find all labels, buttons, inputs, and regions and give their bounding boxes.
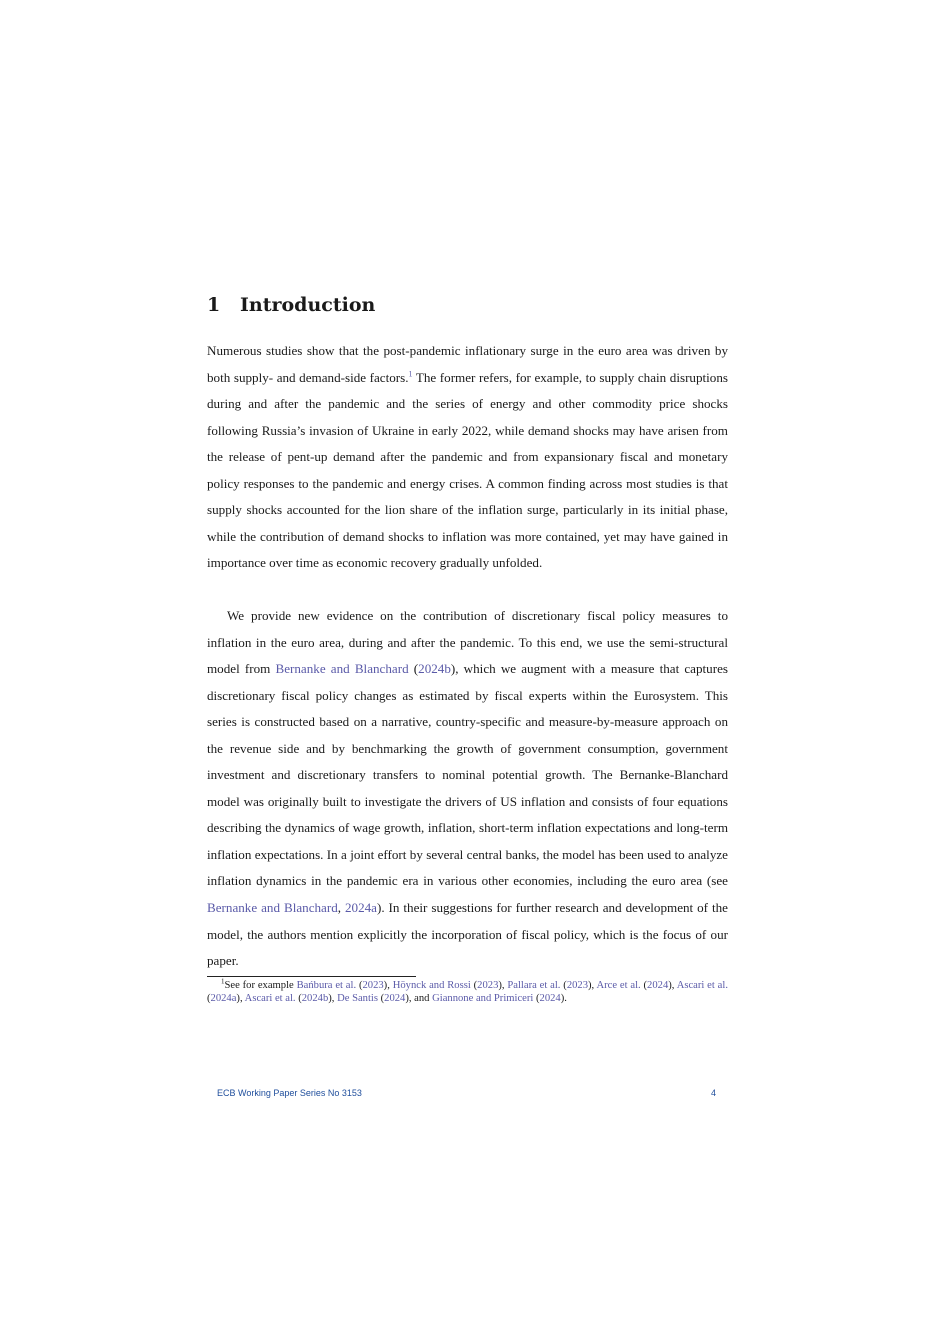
paragraph-text: We provide new evidence on the contribution of discretionary fiscal policy measures to inflation in the euro area, during and after the pandemic. To this end, we use the semi-structural model from [207, 608, 728, 677]
paren: ( [640, 980, 648, 991]
paren: ( [377, 993, 385, 1005]
paren: ( [560, 980, 567, 991]
separator: , [671, 980, 677, 991]
paragraph-text: Numerous studies show that the post-pandemic inflationary surge in the euro area was driven by both supply- and demand-side factors. [207, 343, 728, 385]
separator: . [564, 993, 567, 1005]
paren: ( [295, 993, 302, 1005]
paren: ) [405, 993, 409, 1005]
footnote-citation-link[interactable]: Ascari et al. [676, 980, 728, 991]
section-heading [207, 294, 375, 316]
intro-paragraph-1 [207, 338, 728, 577]
footnote-citation-year-link[interactable]: 2024b [301, 993, 329, 1005]
paren: ( [533, 993, 540, 1005]
footnote-citation-link[interactable]: Arce et al. [596, 980, 641, 991]
footnote-number: 1 [221, 977, 225, 986]
separator: , and [408, 993, 433, 1005]
intro-paragraph-2 [207, 603, 728, 975]
footnote-citation-link[interactable]: Höynck and Rossi [392, 980, 471, 991]
footnote-1 [207, 979, 728, 1006]
paren: ) [383, 980, 388, 991]
section-title: Introduction [240, 294, 376, 316]
citation-link[interactable]: Bernanke and Blanchard [275, 661, 409, 677]
footnote-citation-link[interactable]: Ascari et al. [244, 993, 296, 1005]
separator: , [387, 980, 393, 991]
paren: ( [207, 993, 211, 1005]
paren: ) [668, 980, 672, 991]
footnote-lead: See for example [224, 980, 297, 991]
separator: , [501, 980, 508, 991]
citation-year-link[interactable]: 2024b [418, 661, 451, 677]
footnote-citation-link[interactable]: Bańbura et al. [296, 980, 357, 991]
footnote-citation-year-link[interactable]: 2024 [647, 980, 669, 991]
separator: , [331, 993, 338, 1005]
footnote-citation-year-link[interactable]: 2024 [539, 993, 561, 1005]
paragraph-text: ). In their suggestions for further research and development of the model, the authors mention explicitly the incorporation of fiscal policy, which is the focus of our paper. [207, 900, 728, 969]
paragraph-text: , which we augment with a measure that captures discretionary fiscal policy changes as estimated by fiscal experts within the Eurosystem. This series is constructed based on a narrative, country-specific and measure-by-measure approach on the revenue side and by benchmarking the growth of government consumption, government investment and discretionary transfers to nominal potential growth. The Bernanke-Blanchard model was originally built to investigate the drivers of US inflation and consists of four equations describing the dynamics of wage growth, inflation, short-term inflation expectations and long-term inflation expectations. In a joint effort by several central banks, the model has been used to analyze inflation dynamics in the pandemic era in various other economies, including the euro area (see [207, 661, 728, 889]
separator: , [239, 993, 245, 1005]
footnote-citation-link[interactable]: Giannone and Primiceri [432, 993, 534, 1005]
footnote-citation-year-link[interactable]: 2023 [477, 980, 499, 991]
footnote-citation-year-link[interactable]: 2024 [384, 993, 406, 1005]
footnote-citation-year-link[interactable]: 2024a [210, 993, 237, 1005]
paren: ) [560, 993, 565, 1005]
paragraph-text: The former refers, for example, to supply chain disruptions during and after the pandemic and the series of energy and other commodity price shocks following Russia’s invasion of Ukraine in early 2022, while demand shocks may have arisen from the release of pent-up demand after the pandemic and from expansionary fiscal and monetary policy responses to the pandemic and energy crises. A common finding across most studies is that supply shocks accounted for the lion share of the inflation surge, particularly in its initial phase, while the contribution of demand shocks to inflation was more contained, yet may have gained in importance over time as economic recovery gradually unfolded. [207, 369, 728, 571]
paren: ) [498, 980, 502, 991]
section-number: 1 [207, 294, 221, 316]
citation-year-link[interactable]: 2024a [344, 900, 377, 916]
paren: ) [588, 980, 592, 991]
separator: , [337, 900, 345, 916]
paren: ( [356, 980, 363, 991]
page-number: 4 [711, 1088, 717, 1098]
footnote-citation-link[interactable]: De Santis [337, 993, 378, 1005]
paren: ( [408, 661, 419, 677]
separator: , [591, 980, 597, 991]
paren: ) [328, 993, 332, 1005]
footnote-citation-year-link[interactable]: 2023 [566, 980, 588, 991]
footnote-rule [207, 976, 416, 977]
footnote-citation-year-link[interactable]: 2023 [362, 980, 384, 991]
footer-series: ECB Working Paper Series No 3153 [217, 1088, 362, 1098]
footnote-marker[interactable]: 1 [408, 369, 413, 379]
paren: ) [450, 661, 456, 677]
paren: ( [470, 980, 478, 991]
footnote-citation-link[interactable]: Pallara et al. [507, 980, 561, 991]
paren: ) [236, 993, 240, 1005]
citation-link[interactable]: Bernanke and Blanchard [207, 900, 338, 916]
